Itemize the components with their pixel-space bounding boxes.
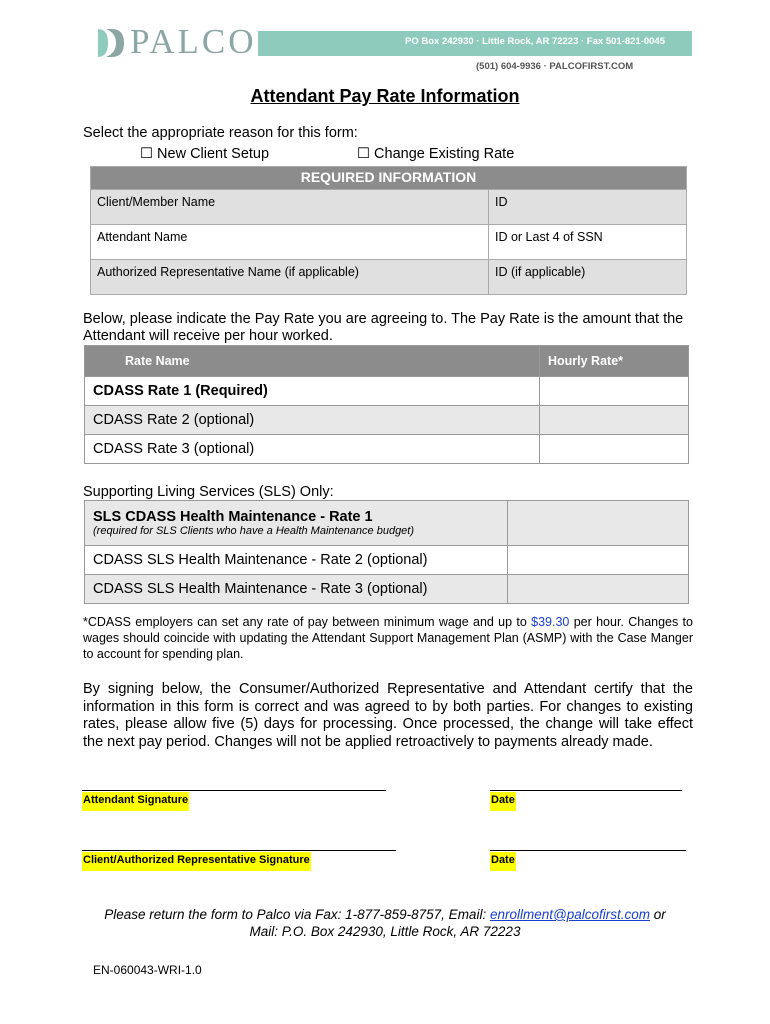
attendant-date-label: Date bbox=[490, 792, 516, 811]
new-client-setup-checkbox[interactable]: ☐ New Client Setup bbox=[140, 146, 270, 162]
attendant-date-line[interactable] bbox=[490, 790, 682, 791]
certification-text: By signing below, the Consumer/Authorized Representative and Attendant certify that the information in this form is correct and was agreed to by both parties. For changes to existing rates, please allow five (5) days for processing. Once processed, the change will take effect the next pay period. Changes will not be applied retroactively to payments already made. bbox=[83, 681, 693, 750]
max-rate-value: $39.30 bbox=[531, 615, 570, 629]
return-instructions: Please return the form to Palco via Fax: 1-877-859-8757, Email: enrollment@palcofirst.com or Mail: P.O. Box 242930, Little Rock, AR 72223 bbox=[0, 906, 770, 940]
client-date-line[interactable] bbox=[490, 850, 686, 851]
attendant-signature-label: Attendant Signature bbox=[82, 792, 189, 811]
sls-rate-2-label: CDASS SLS Health Maintenance - Rate 2 (optional) bbox=[85, 546, 508, 575]
page-title: Attendant Pay Rate Information bbox=[250, 86, 520, 106]
client-id-field[interactable]: ID bbox=[489, 190, 687, 225]
authorized-rep-id-field[interactable]: ID (if applicable) bbox=[489, 260, 687, 295]
header-contact: (501) 604-9936 · PALCOFIRST.COM bbox=[476, 61, 634, 72]
rate-table bbox=[84, 345, 689, 464]
sls-rate-2-input[interactable] bbox=[508, 546, 689, 575]
sls-rate-table bbox=[84, 500, 689, 604]
client-signature-label: Client/Authorized Representative Signature bbox=[82, 852, 311, 871]
change-existing-rate-checkbox[interactable]: ☐ Change Existing Rate bbox=[357, 146, 515, 162]
sls-rate-1-input[interactable] bbox=[508, 501, 689, 546]
required-info-table bbox=[90, 166, 687, 295]
hourly-rate-header: Hourly Rate* bbox=[540, 346, 689, 377]
sls-rate-3-label: CDASS SLS Health Maintenance - Rate 3 (optional) bbox=[85, 575, 508, 604]
palco-logo-icon bbox=[96, 27, 126, 59]
rate-name-header: Rate Name bbox=[85, 346, 540, 377]
required-info-header: REQUIRED INFORMATION bbox=[91, 167, 687, 190]
form-code: EN-060043-WRI-1.0 bbox=[93, 963, 202, 977]
pay-rate-intro: Below, please indicate the Pay Rate you are agreeing to. The Pay Rate is the amount that the Attendant will receive per hour worked. bbox=[83, 311, 684, 344]
authorized-rep-name-field[interactable]: Authorized Representative Name (if applicable) bbox=[91, 260, 489, 295]
client-member-name-field[interactable]: Client/Member Name bbox=[91, 190, 489, 225]
sls-rate-1-cell bbox=[85, 501, 508, 546]
attendant-name-field[interactable]: Attendant Name bbox=[91, 225, 489, 260]
rate-note: *CDASS employers can set any rate of pay between minimum wage and up to $39.30 per hour. Changes to wages should coincide with updating the Attendant Support Management Plan (ASMP) with the Case Manger to account for spending plan. bbox=[83, 615, 693, 661]
sls-heading: Supporting Living Services (SLS) Only: bbox=[83, 484, 334, 500]
cdass-rate-1-label: CDASS Rate 1 (Required) bbox=[85, 377, 540, 406]
email-link[interactable]: enrollment@palcofirst.com bbox=[489, 907, 650, 922]
palco-logo-text: PALCO bbox=[130, 22, 257, 61]
sls-rate-1-label: SLS CDASS Health Maintenance - Rate 1 bbox=[93, 509, 373, 525]
cdass-rate-2-label: CDASS Rate 2 (optional) bbox=[85, 406, 540, 435]
cdass-rate-2-input[interactable] bbox=[540, 406, 689, 435]
cdass-rate-3-label: CDASS Rate 3 (optional) bbox=[85, 435, 540, 464]
sls-rate-1-note: (required for SLS Clients who have a Health Maintenance budget) bbox=[93, 525, 415, 537]
reason-prompt: Select the appropriate reason for this form: bbox=[83, 125, 358, 141]
sls-rate-3-input[interactable] bbox=[508, 575, 689, 604]
client-date-label: Date bbox=[490, 852, 516, 871]
attendant-signature-line[interactable] bbox=[82, 790, 386, 791]
header-address: PO Box 242930 · Little Rock, AR 72223 · Fax 501-821-0045 bbox=[405, 36, 665, 47]
mail-address: Mail: P.O. Box 242930, Little Rock, AR 72223 bbox=[249, 924, 521, 939]
client-signature-line[interactable] bbox=[82, 850, 396, 851]
cdass-rate-1-input[interactable] bbox=[540, 377, 689, 406]
cdass-rate-3-input[interactable] bbox=[540, 435, 689, 464]
attendant-id-field[interactable]: ID or Last 4 of SSN bbox=[489, 225, 687, 260]
